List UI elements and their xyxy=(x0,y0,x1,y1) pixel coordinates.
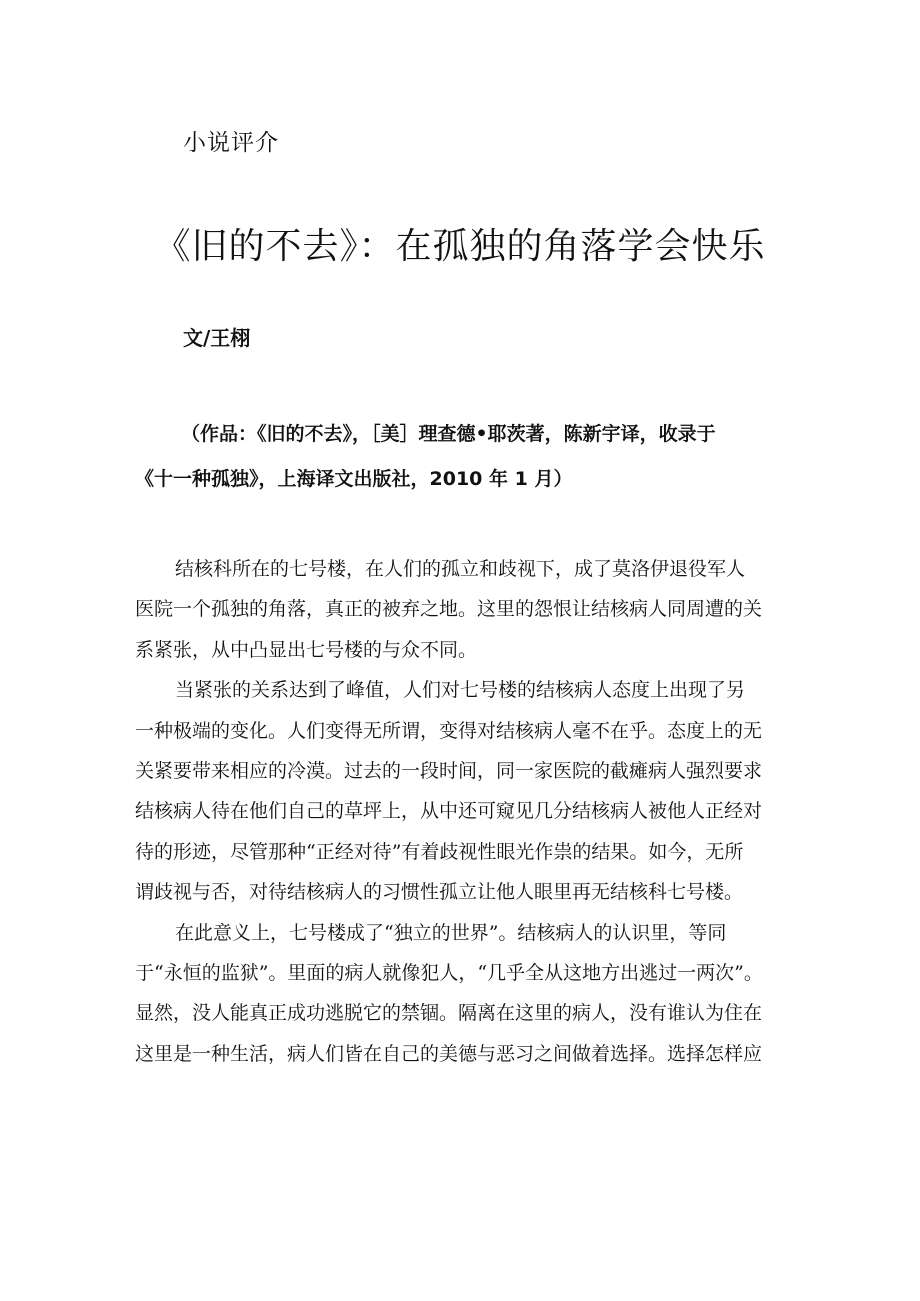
paragraph-line: 医院一个孤独的角落，真正的被弃之地。这里的怨恨让结核病人同周遭的关 xyxy=(135,598,763,621)
paragraph-line: 这里是一种生活，病人们皆在自己的美德与恶习之间做着选择。选择怎样应 xyxy=(135,1042,763,1065)
body-paragraph xyxy=(135,549,795,670)
paragraph-line: 关紧要带来相应的冷漠。过去的一段时间，同一家医院的截瘫病人强烈要求 xyxy=(135,760,763,783)
article-title: 《旧的不去》：在孤独的角落学会快乐 xyxy=(154,226,766,267)
author-byline: 文/王栩 xyxy=(183,326,251,350)
source-citation xyxy=(135,412,795,502)
paragraph-line: 一种极端的变化。人们变得无所谓，变得对结核病人毫不在乎。态度上的无 xyxy=(135,719,763,742)
paragraph-line: 待的形迹，尽管那种“正经对待”有着歧视性眼光作祟的结果。如今，无所 xyxy=(135,840,744,863)
body-paragraph xyxy=(135,913,795,1075)
paragraph-line: 结核病人待在他们自己的草坪上，从中还可窥见几分结核病人被他人正经对 xyxy=(135,800,763,823)
paragraph-line: 当紧张的关系达到了峰值，人们对七号楼的结核病人态度上出现了另 xyxy=(175,679,746,702)
paragraph-line: 谓歧视与否，对待结核病人的习惯性孤立让他人眼里再无结核科七号楼。 xyxy=(135,881,744,904)
section-category: 小说评介 xyxy=(183,130,279,156)
paragraph-line: 于“永恒的监狱”。里面的病人就像犯人，“几乎全从这地方出逃过一两次”。 xyxy=(135,962,763,985)
paragraph-line: 系紧张，从中凸显出七号楼的与众不同。 xyxy=(135,638,478,661)
body-paragraph xyxy=(135,670,795,912)
article-body xyxy=(135,549,795,1074)
paragraph-line: 在此意义上，七号楼成了“独立的世界”。结核病人的认识里，等同 xyxy=(175,921,727,944)
paragraph-line: 结核科所在的七号楼，在人们的孤立和歧视下，成了莫洛伊退役军人 xyxy=(175,558,746,580)
source-line: 《十一种孤独》，上海译文出版社，2010 年 1 月） xyxy=(135,468,573,490)
paragraph-line: 显然，没人能真正成功逃脱它的禁锢。隔离在这里的病人，没有谁认为住在 xyxy=(135,1002,763,1025)
source-line: （作品：《旧的不去》，［美］理查德•耶茨著，陈新宇译，收录于 xyxy=(181,423,716,445)
